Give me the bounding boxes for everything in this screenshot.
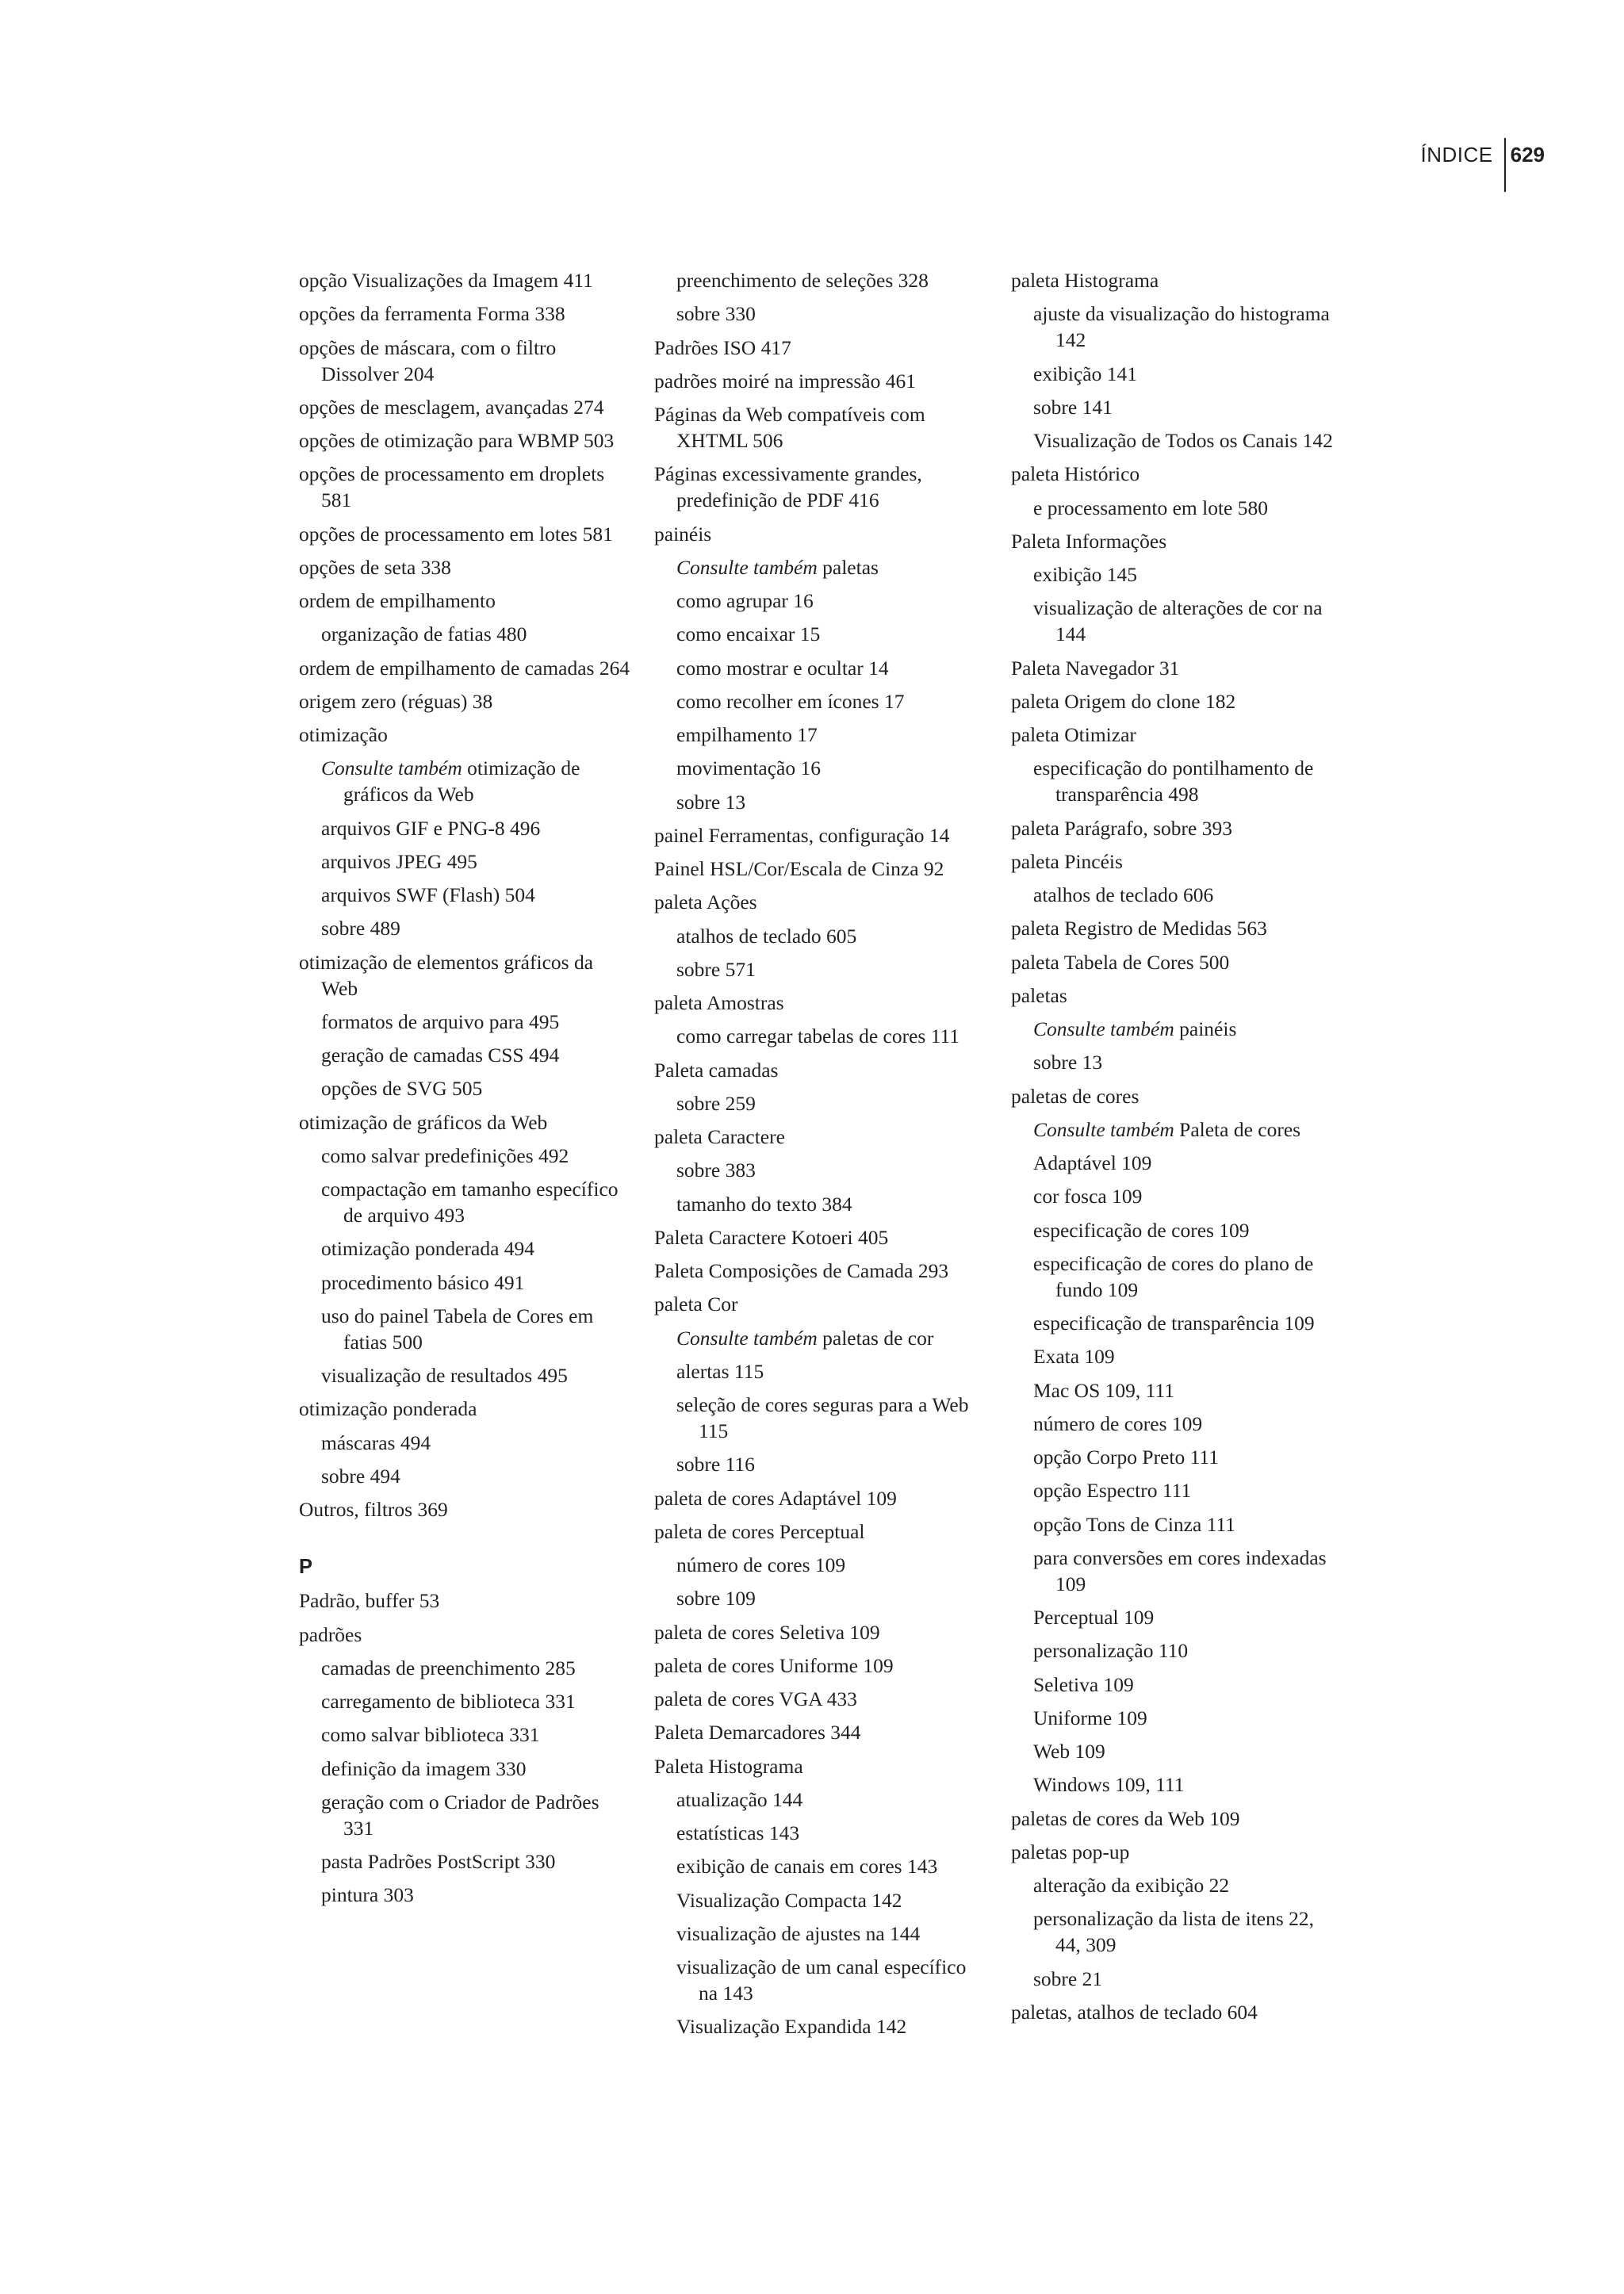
entry-text: como recolher em ícones 17 — [676, 689, 905, 713]
index-subentry — [654, 1552, 987, 1578]
index-entry — [299, 1622, 632, 1648]
entry-text: como encaixar 15 — [676, 622, 821, 646]
index-entry — [1011, 915, 1344, 941]
entry-text: exibição 141 — [1033, 362, 1137, 385]
index-subentry — [654, 1585, 987, 1611]
entry-text: especificação do pontilhamento de transparência 498 — [1033, 756, 1314, 806]
index-entry — [299, 949, 632, 1001]
index-entry — [654, 1653, 987, 1679]
section-title: ÍNDICE — [1420, 143, 1493, 167]
entry-text: uso do painel Tabela de Cores em fatias 500 — [321, 1304, 594, 1354]
entry-text: exibição 145 — [1033, 563, 1137, 586]
entry-text: opções da ferramenta Forma 338 — [299, 302, 565, 326]
index-entry — [654, 1686, 987, 1712]
entry-text — [676, 554, 987, 580]
entry-text: como carregar tabelas de cores 111 — [676, 1024, 960, 1048]
index-entry — [1011, 461, 1344, 487]
see-also-target: paletas de cor — [817, 1326, 934, 1350]
entry-text: geração com o Criador de Padrões 331 — [321, 1790, 599, 1840]
index-subentry — [1011, 1672, 1344, 1698]
entry-text: paletas de cores da Web 109 — [1011, 1806, 1240, 1830]
index-entry — [299, 461, 632, 513]
index-subentry — [1011, 495, 1344, 521]
index-subentry — [1011, 882, 1344, 908]
entry-text: Visualização de Todos os Canais 142 — [1033, 429, 1333, 452]
index-subentry — [299, 1235, 632, 1262]
index-column-3 — [1011, 267, 1344, 2032]
index-subentry — [1011, 1872, 1344, 1898]
entry-text: opção Visualizações da Imagem 411 — [299, 269, 593, 292]
entry-text: procedimento básico 491 — [321, 1270, 525, 1294]
index-entry — [299, 301, 632, 327]
index-subentry — [299, 1721, 632, 1748]
entry-text: sobre 383 — [676, 1158, 756, 1182]
entry-text — [1033, 1016, 1344, 1042]
index-subentry — [654, 1451, 987, 1477]
entry-text: otimização ponderada — [299, 1397, 477, 1421]
entry-text: ordem de empilhamento de camadas 264 — [299, 656, 630, 680]
index-column-1 — [299, 267, 632, 1916]
entry-text: opções de máscara, com o filtro Dissolver 204 — [299, 335, 557, 385]
index-entry — [1011, 267, 1344, 293]
entry-text: paleta de cores VGA 433 — [654, 1687, 857, 1710]
index-entry — [654, 401, 987, 454]
index-subentry — [654, 621, 987, 647]
entry-text: paleta de cores Uniforme 109 — [654, 1653, 894, 1677]
index-subentry — [654, 554, 987, 580]
entry-text: atualização 144 — [676, 1787, 803, 1811]
index-subentry — [299, 1075, 632, 1101]
index-entry — [654, 1619, 987, 1645]
entry-text: paleta Histórico — [1011, 462, 1140, 486]
index-entry — [1011, 1083, 1344, 1109]
entry-text: personalização da lista de itens 22, 44, 309 — [1033, 1907, 1315, 1957]
index-entry — [1011, 949, 1344, 975]
entry-text: carregamento de biblioteca 331 — [321, 1690, 576, 1713]
entry-text: número de cores 109 — [1033, 1411, 1203, 1435]
entry-text: arquivos JPEG 495 — [321, 849, 477, 873]
index-subentry — [299, 1756, 632, 1782]
index-subentry — [1011, 1966, 1344, 1992]
entry-text: arquivos GIF e PNG-8 496 — [321, 816, 541, 840]
entry-text: Paleta Navegador 31 — [1011, 656, 1180, 680]
index-subentry — [1011, 1545, 1344, 1597]
entry-text: como agrupar 16 — [676, 589, 814, 612]
index-subentry — [1011, 561, 1344, 588]
index-subentry — [654, 789, 987, 815]
index-entry — [654, 521, 987, 547]
entry-text: especificação de transparência 109 — [1033, 1312, 1315, 1335]
index-subentry — [299, 1270, 632, 1296]
entry-text: opções de otimização para WBMP 503 — [299, 429, 615, 452]
entry-text: Paleta Demarcadores 344 — [654, 1721, 861, 1744]
index-entry — [654, 1291, 987, 1317]
index-subentry — [299, 1789, 632, 1841]
index-subentry — [654, 1392, 987, 1444]
entry-text — [321, 755, 632, 807]
entry-text: Web 109 — [1033, 1740, 1105, 1763]
index-subentry — [299, 1009, 632, 1035]
index-subentry — [1011, 1377, 1344, 1404]
index-entry — [299, 722, 632, 748]
entry-text: Mac OS 109, 111 — [1033, 1378, 1175, 1402]
entry-text: como salvar biblioteca 331 — [321, 1723, 540, 1747]
index-entry — [299, 688, 632, 714]
index-entry — [1011, 815, 1344, 841]
index-entry — [299, 427, 632, 454]
entry-text: Padrões ISO 417 — [654, 335, 791, 359]
index-subentry — [654, 1921, 987, 1947]
index-subentry — [1011, 1738, 1344, 1764]
index-subentry — [654, 301, 987, 327]
entry-text: opção Corpo Preto 111 — [1033, 1446, 1219, 1469]
index-subentry — [654, 655, 987, 681]
entry-text: empilhamento 17 — [676, 723, 818, 746]
index-entry — [654, 1719, 987, 1745]
entry-text: exibição de canais em cores 143 — [676, 1855, 938, 1878]
index-subentry — [299, 755, 632, 807]
index-subentry — [1011, 1477, 1344, 1503]
index-subentry — [654, 1325, 987, 1351]
index-subentry — [1011, 1049, 1344, 1075]
entry-text: paleta Caractere — [654, 1125, 785, 1148]
entry-text: Paleta Histograma — [654, 1754, 803, 1778]
index-entry — [654, 990, 987, 1016]
entry-text: definição da imagem 330 — [321, 1756, 527, 1780]
index-subentry — [1011, 1150, 1344, 1176]
see-also-target: Paleta de cores — [1174, 1117, 1301, 1141]
index-entry — [654, 368, 987, 394]
entry-text: Paleta Composições de Camada 293 — [654, 1259, 949, 1282]
index-entry — [1011, 982, 1344, 1009]
entry-text: Páginas da Web compatíveis com XHTML 506 — [654, 403, 925, 452]
index-subentry — [654, 722, 987, 748]
index-subentry — [1011, 1637, 1344, 1664]
index-entry — [654, 1224, 987, 1250]
entry-text: para conversões em cores indexadas 109 — [1033, 1545, 1327, 1595]
index-entry — [299, 588, 632, 614]
index-subentry — [654, 1820, 987, 1846]
index-entry — [654, 1518, 987, 1545]
index-subentry — [1011, 1016, 1344, 1042]
entry-text: paleta de cores Adaptável 109 — [654, 1486, 897, 1510]
index-subentry — [299, 1362, 632, 1388]
index-entry — [654, 335, 987, 361]
index-subentry — [299, 1176, 632, 1228]
entry-text: sobre 330 — [676, 302, 756, 326]
index-subentry — [299, 915, 632, 941]
entry-text: seleção de cores seguras para a Web 115 — [676, 1393, 969, 1442]
entry-text: especificação de cores 109 — [1033, 1218, 1250, 1242]
entry-text — [1033, 1116, 1344, 1143]
index-subentry — [654, 1358, 987, 1384]
index-subentry — [299, 1143, 632, 1169]
index-entry — [1011, 655, 1344, 681]
entry-text: otimização de gráficos da Web — [299, 1110, 548, 1134]
index-entry — [299, 1109, 632, 1136]
entry-text: alertas 115 — [676, 1359, 764, 1383]
index-subentry — [1011, 427, 1344, 454]
entry-text: paleta Ações — [654, 890, 757, 914]
entry-text: Painel HSL/Cor/Escala de Cinza 92 — [654, 857, 944, 880]
index-column-2 — [654, 267, 987, 2047]
entry-text: Adaptável 109 — [1033, 1151, 1152, 1174]
index-subentry — [1011, 301, 1344, 353]
index-entry — [1011, 688, 1344, 714]
index-subentry — [1011, 1183, 1344, 1209]
entry-text: Windows 109, 111 — [1033, 1773, 1185, 1797]
see-also-target: otimização de gráficos da Web — [343, 756, 580, 806]
entry-text: Exata 109 — [1033, 1345, 1115, 1369]
page-number: 629 — [1510, 143, 1545, 167]
index-subentry — [299, 1848, 632, 1875]
entry-text: Paleta Caractere Kotoeri 405 — [654, 1225, 889, 1249]
index-subentry — [299, 1882, 632, 1908]
index-subentry — [1011, 1411, 1344, 1437]
entry-text: paleta Histograma — [1011, 269, 1159, 292]
index-subentry — [1011, 1217, 1344, 1243]
index-subentry — [1011, 755, 1344, 807]
index-entry — [1011, 528, 1344, 554]
index-entry — [654, 889, 987, 915]
index-entry — [299, 1496, 632, 1522]
entry-text: número de cores 109 — [676, 1553, 846, 1576]
entry-text: paletas — [1011, 983, 1067, 1007]
entry-text: pintura 303 — [321, 1883, 414, 1907]
entry-text: otimização ponderada 494 — [321, 1237, 535, 1261]
index-subentry — [654, 688, 987, 714]
index-subentry — [1011, 595, 1344, 647]
entry-text: Padrão, buffer 53 — [299, 1589, 440, 1613]
entry-text: visualização de um canal específico na 143 — [676, 1955, 967, 2005]
index-subentry — [654, 1853, 987, 1879]
entry-text: sobre 13 — [1033, 1051, 1103, 1074]
entry-text: personalização 110 — [1033, 1639, 1189, 1663]
index-subentry — [654, 1157, 987, 1183]
entry-text: Visualização Compacta 142 — [676, 1888, 902, 1912]
entry-text: geração de camadas CSS 494 — [321, 1044, 560, 1067]
index-entry — [1011, 1806, 1344, 1832]
entry-text: otimização de elementos gráficos da Web — [299, 950, 594, 1000]
entry-text: opções de processamento em lotes 581 — [299, 522, 613, 546]
index-subentry — [1011, 1343, 1344, 1369]
index-entry — [299, 655, 632, 681]
index-subentry — [299, 621, 632, 647]
letter-heading: P — [299, 1556, 313, 1578]
entry-text: preenchimento de seleções 328 — [676, 269, 929, 292]
entry-text: painéis — [654, 522, 712, 546]
see-also-target: paletas — [817, 555, 879, 579]
see-also-label: Consulte também — [676, 555, 818, 579]
index-entry — [1011, 1999, 1344, 2025]
entry-text: sobre 259 — [676, 1091, 756, 1115]
index-entry — [654, 1124, 987, 1150]
entry-text: origem zero (réguas) 38 — [299, 689, 493, 713]
index-subentry — [1011, 1511, 1344, 1538]
entry-text: Outros, filtros 369 — [299, 1498, 448, 1521]
index-entry — [654, 1258, 987, 1284]
entry-text: especificação de cores do plano de fundo 109 — [1033, 1251, 1314, 1301]
index-entry — [654, 1753, 987, 1779]
index-entry — [299, 1587, 632, 1614]
entry-text: atalhos de teclado 606 — [1033, 883, 1214, 906]
index-entry — [654, 822, 987, 848]
entry-text: máscaras 494 — [321, 1430, 431, 1454]
index-entry — [299, 394, 632, 420]
index-entry — [1011, 848, 1344, 875]
index-entry — [1011, 1839, 1344, 1865]
index-subentry — [299, 1042, 632, 1068]
index-subentry — [654, 1191, 987, 1217]
index-entry — [654, 856, 987, 882]
entry-text: sobre 494 — [321, 1464, 400, 1488]
index-subentry — [299, 1688, 632, 1714]
see-also-target: painéis — [1174, 1017, 1237, 1040]
entry-text — [676, 1325, 987, 1351]
index-subentry — [654, 1023, 987, 1049]
index-subentry — [299, 848, 632, 875]
index-subentry — [299, 1430, 632, 1456]
index-subentry — [654, 1887, 987, 1913]
entry-text: opções de mesclagem, avançadas 274 — [299, 395, 604, 419]
entry-text: Perceptual 109 — [1033, 1606, 1155, 1629]
index-subentry — [654, 2013, 987, 2039]
entry-text: atalhos de teclado 605 — [676, 924, 857, 948]
index-subentry — [654, 1090, 987, 1116]
entry-text: paleta de cores Seletiva 109 — [654, 1620, 880, 1644]
entry-text: pasta Padrões PostScript 330 — [321, 1850, 556, 1873]
entry-text: opções de SVG 505 — [321, 1077, 483, 1101]
entry-text: Uniforme 109 — [1033, 1706, 1147, 1729]
entry-text: paletas pop-up — [1011, 1840, 1130, 1863]
index-subentry — [1011, 1250, 1344, 1303]
entry-text: paleta Origem do clone 182 — [1011, 689, 1236, 713]
entry-text: arquivos SWF (Flash) 504 — [321, 883, 535, 906]
entry-text: visualização de alterações de cor na 144 — [1033, 596, 1323, 646]
entry-text: paleta Amostras — [654, 991, 784, 1014]
index-entry — [299, 267, 632, 293]
index-subentry — [1011, 1116, 1344, 1143]
entry-text: padrões moiré na impressão 461 — [654, 369, 916, 393]
entry-text: sobre 141 — [1033, 395, 1113, 419]
entry-text: e processamento em lote 580 — [1033, 496, 1268, 519]
index-subentry — [299, 815, 632, 841]
index-subentry — [1011, 1705, 1344, 1731]
entry-text: ajuste da visualização do histograma 142 — [1033, 302, 1330, 352]
index-subentry — [299, 1303, 632, 1355]
index-subentry — [654, 923, 987, 949]
index-subentry — [654, 755, 987, 781]
index-subentry — [299, 1463, 632, 1489]
entry-text: estatísticas 143 — [676, 1821, 800, 1844]
entry-text: paletas de cores — [1011, 1084, 1139, 1108]
entry-text: paleta Parágrafo, sobre 393 — [1011, 816, 1232, 840]
entry-text: Paleta Informações — [1011, 529, 1167, 553]
index-entry — [299, 521, 632, 547]
entry-text: Seletiva 109 — [1033, 1672, 1134, 1696]
entry-text: alteração da exibição 22 — [1033, 1874, 1230, 1897]
index-entry — [1011, 722, 1344, 748]
entry-text: como salvar predefinições 492 — [321, 1143, 569, 1167]
see-also-label: Consulte também — [1033, 1017, 1174, 1040]
entry-text: Páginas excessivamente grandes, predefinição de PDF 416 — [654, 462, 922, 512]
index-subentry — [654, 956, 987, 982]
index-entry — [654, 461, 987, 513]
entry-text: camadas de preenchimento 285 — [321, 1656, 576, 1679]
entry-text: visualização de ajustes na 144 — [676, 1921, 921, 1945]
index-subentry — [654, 1954, 987, 2006]
index-subentry — [1011, 1310, 1344, 1336]
entry-text: paleta Cor — [654, 1293, 738, 1316]
entry-text: ordem de empilhamento — [299, 589, 496, 612]
entry-text: sobre 21 — [1033, 1967, 1103, 1990]
entry-text: opções de processamento em droplets 581 — [299, 462, 605, 512]
entry-text: movimentação 16 — [676, 756, 821, 780]
entry-text: sobre 109 — [676, 1587, 756, 1610]
index-subentry — [654, 267, 987, 293]
entry-text: opção Tons de Cinza 111 — [1033, 1512, 1236, 1536]
entry-text: Paleta camadas — [654, 1058, 779, 1082]
entry-text: Visualização Expandida 142 — [676, 2015, 907, 2039]
index-entry — [299, 554, 632, 580]
entry-text: sobre 571 — [676, 957, 756, 981]
entry-text: opção Espectro 111 — [1033, 1479, 1192, 1503]
index-subentry — [1011, 361, 1344, 387]
entry-text: sobre 13 — [676, 790, 746, 814]
index-subentry — [1011, 1771, 1344, 1798]
entry-text: paleta Registro de Medidas 563 — [1011, 917, 1267, 940]
entry-text: sobre 116 — [676, 1453, 755, 1476]
index-entry — [299, 335, 632, 387]
index-subentry — [1011, 1444, 1344, 1470]
index-entry — [654, 1057, 987, 1083]
entry-text: paleta Otimizar — [1011, 723, 1136, 746]
entry-text: paletas, atalhos de teclado 604 — [1011, 2000, 1258, 2024]
entry-text: formatos de arquivo para 495 — [321, 1009, 560, 1033]
see-also-label: Consulte também — [676, 1326, 818, 1350]
entry-text: organização de fatias 480 — [321, 622, 527, 646]
entry-text: visualização de resultados 495 — [321, 1364, 568, 1387]
index-subentry — [299, 1655, 632, 1681]
index-subentry — [299, 882, 632, 908]
entry-text: paleta de cores Perceptual — [654, 1519, 865, 1543]
see-also-label: Consulte também — [1033, 1117, 1174, 1141]
page-header — [1420, 138, 1545, 192]
index-subentry — [654, 1787, 987, 1813]
index-subentry — [654, 588, 987, 614]
index-subentry — [1011, 1604, 1344, 1630]
index-subentry — [1011, 1905, 1344, 1958]
entry-text: paleta Tabela de Cores 500 — [1011, 950, 1230, 974]
entry-text: cor fosca 109 — [1033, 1185, 1143, 1208]
entry-text: compactação em tamanho específico de arquivo 493 — [321, 1178, 619, 1227]
entry-text: paleta Pincéis — [1011, 849, 1123, 873]
index-entry — [299, 1396, 632, 1422]
entry-text: tamanho do texto 384 — [676, 1192, 852, 1216]
entry-text: otimização — [299, 723, 388, 746]
index-subentry — [1011, 394, 1344, 420]
entry-text: padrões — [299, 1622, 362, 1646]
index-entry — [654, 1485, 987, 1511]
entry-text: opções de seta 338 — [299, 555, 451, 579]
entry-text: sobre 489 — [321, 917, 400, 940]
see-also-label: Consulte também — [321, 756, 462, 780]
entry-text: como mostrar e ocultar 14 — [676, 656, 889, 680]
entry-text: painel Ferramentas, configuração 14 — [654, 823, 950, 847]
